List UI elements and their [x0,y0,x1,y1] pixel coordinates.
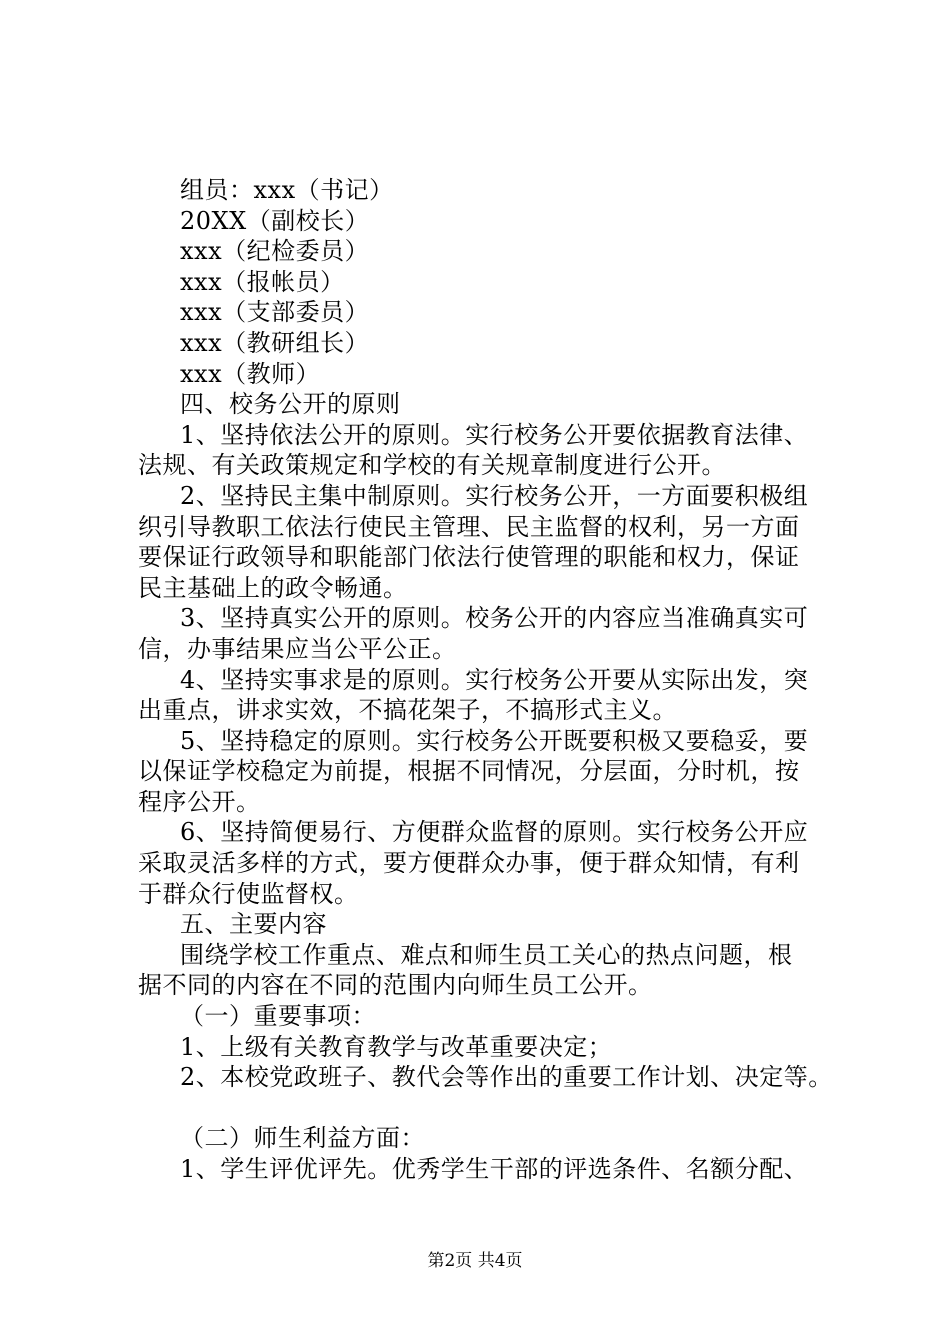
text-line: 采取灵活多样的方式，要方便群众办事，便于群众知情，有利 [138,849,800,878]
text-line: 4、坚持实事求是的原则。实行校务公开要从实际出发，突 [180,665,809,694]
text-line: 四、校务公开的原则 [180,390,401,419]
text-line: 于群众行使监督权。 [138,879,359,908]
text-line: （二）师生利益方面： [180,1124,425,1153]
text-line: 围绕学校工作重点、难点和师生员工关心的热点问题，根 [180,940,793,969]
text-line: 组员：xxx（书记） [180,176,394,204]
text-line: 五、主要内容 [180,910,327,939]
text-line: 2、本校党政班子、教代会等作出的重要工作计划、决定等。 [180,1063,833,1092]
blank-line [138,1093,838,1124]
text-line: （一）重要事项： [180,1002,376,1031]
text-line: 1、上级有关教育教学与改革重要决定； [180,1032,613,1061]
text-line: 1、学生评优评先。优秀学生干部的评选条件、名额分配、 [180,1155,809,1183]
text-line: 20XX（副校长） [180,206,370,235]
text-line: 出重点，讲求实效，不搞花架子，不搞形式主义。 [138,696,677,725]
text-line: xxx（支部委员） [180,298,370,327]
document-body [138,175,838,1185]
text-line: 5、坚持稳定的原则。实行校务公开既要积极又要稳妥，要 [180,726,809,755]
text-line: 以保证学校稳定为前提，根据不同情况，分层面，分时机，按 [138,757,800,786]
text-line: 2、坚持民主集中制原则。实行校务公开，一方面要积极组 [180,481,809,510]
text-line: 据不同的内容在不同的范围内向师生员工公开。 [138,971,653,1000]
text-line: xxx（教师） [180,359,321,388]
page-footer: 第2页 共4页 [427,1251,523,1271]
text-line: xxx（教研组长） [180,328,370,357]
text-line: xxx（报帐员） [180,267,345,296]
text-line: 织引导教职工依法行使民主管理、民主监督的权利，另一方面 [138,512,800,541]
text-line: 民主基础上的政令畅通。 [138,573,408,602]
text-line: 要保证行政领导和职能部门依法行使管理的职能和权力，保证 [138,543,800,572]
text-line: 程序公开。 [138,787,261,816]
text-line: 3、坚持真实公开的原则。校务公开的内容应当准确真实可 [180,604,809,633]
text-line: 1、坚持依法公开的原则。实行校务公开要依据教育法律、 [180,420,809,449]
text-line: 6、坚持简便易行、方便群众监督的原则。实行校务公开应 [180,818,809,847]
text-line: xxx（纪检委员） [180,237,370,266]
text-line: 法规、有关政策规定和学校的有关规章制度进行公开。 [138,451,726,480]
text-line: 信，办事结果应当公平公正。 [138,634,457,663]
